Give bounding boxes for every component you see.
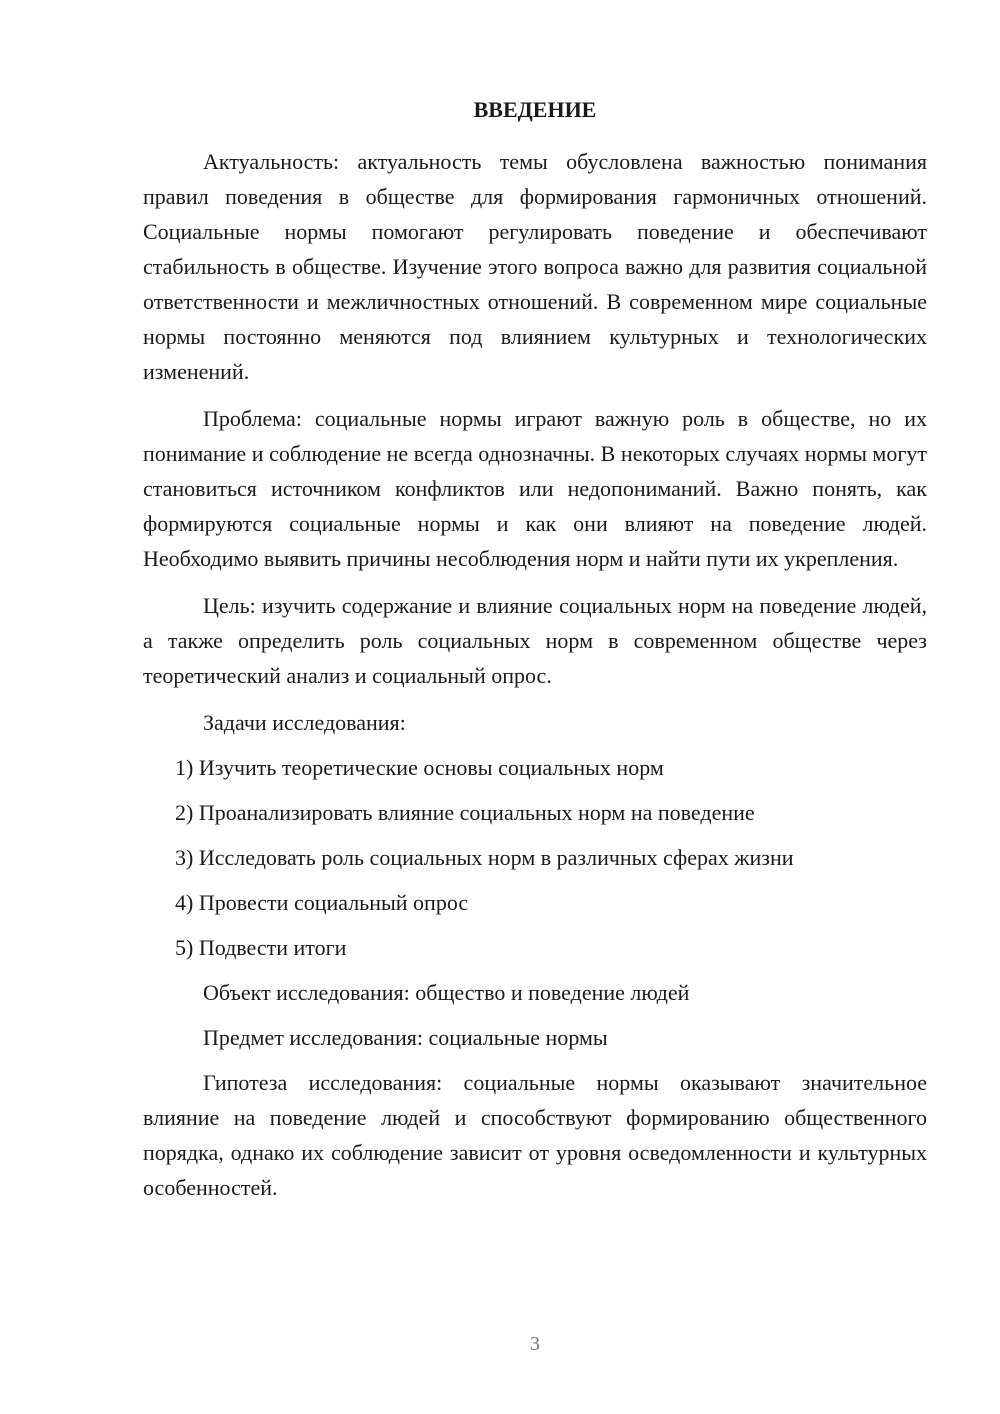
goal-paragraph: Цель: изучить содержание и влияние социальных норм на поведение людей, а также определить роль социальных норм в современном обществе через теоретический анализ и социальный опрос. <box>143 593 927 688</box>
research-object: Объект исследования: общество и поведение людей <box>203 980 690 1005</box>
document-page <box>143 96 927 1217</box>
research-subject: Предмет исследования: социальные нормы <box>203 1025 608 1050</box>
relevance-paragraph: Актуальность: актуальность темы обусловлена важностью понимания правил поведения в обществе для формирования гармоничных отношений. Социальные нормы помогают регулировать поведение и обеспечивают стабильность в обществе. Изучение этого вопроса важно для развития социальной ответственности и межличностных отношений. В современном мире социальные нормы постоянно меняются под влиянием культурных и технологических изменений. <box>143 149 927 384</box>
list-item: 2) Проанализировать влияние социальных норм на поведение <box>175 800 755 825</box>
page-number: 3 <box>530 1333 540 1355</box>
section-title: ВВЕДЕНИЕ <box>473 97 597 122</box>
tasks-list <box>143 750 927 965</box>
list-item: 5) Подвести итоги <box>175 935 347 960</box>
list-item: 1) Изучить теоретические основы социальных норм <box>175 755 664 780</box>
hypothesis-paragraph: Гипотеза исследования: социальные нормы оказывают значительное влияние на поведение людей и способствуют формированию общественного порядка, однако их соблюдение зависит от уровня осведомленности и культурных особенностей. <box>143 1070 927 1200</box>
problem-paragraph: Проблема: социальные нормы играют важную роль в обществе, но их понимание и соблюдение не всегда однозначны. В некоторых случаях нормы могут становиться источником конфликтов или недопониманий. Важно понять, как формируются социальные нормы и как они влияют на поведение людей. Необходимо выявить причины несоблюдения норм и найти пути их укрепления. <box>143 406 927 571</box>
list-item: 4) Провести социальный опрос <box>175 890 469 915</box>
list-item: 3) Исследовать роль социальных норм в различных сферах жизни <box>175 845 794 870</box>
tasks-heading: Задачи исследования: <box>203 710 406 735</box>
